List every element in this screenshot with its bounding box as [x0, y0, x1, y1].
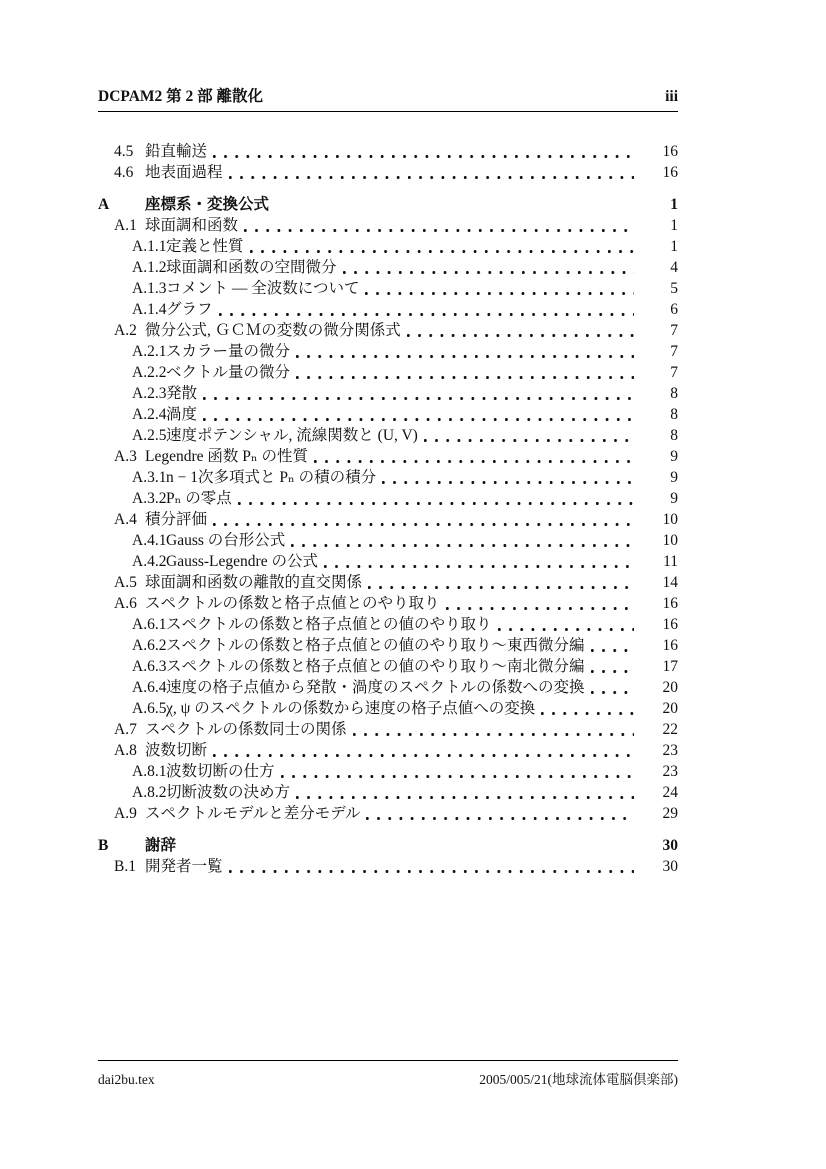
toc-leader-dots — [296, 782, 634, 803]
toc-leader-dots — [229, 856, 634, 877]
toc-row — [98, 856, 678, 877]
toc-leader-dots — [407, 320, 634, 341]
toc-entry-page: 30 — [662, 837, 678, 854]
toc-entry-number: A — [98, 196, 110, 213]
toc-entry-page: 8 — [670, 406, 678, 423]
toc-entry-page: 8 — [670, 427, 678, 444]
toc-entry-number: 4.6 — [114, 164, 134, 181]
toc-entry-number: A.1.3 — [132, 280, 167, 297]
toc-entry-title: スペクトルモデルと差分モデル — [145, 805, 361, 822]
toc-entry-title: 積分評価 — [145, 511, 208, 528]
toc-entry-title: 発散 — [166, 385, 198, 402]
toc-row — [98, 446, 678, 467]
toc-entry-number: A.3.2 — [132, 490, 167, 507]
toc-row — [98, 509, 678, 530]
toc-leader-dots — [353, 719, 634, 740]
toc-entry-number: A.6.4 — [132, 679, 167, 696]
toc-entry-number: A.4.1 — [132, 532, 167, 549]
toc-row — [98, 835, 678, 856]
toc-entry-title: 速度の格子点値から発散・渦度のスペクトルの係数への変換 — [166, 679, 585, 696]
toc-leader-dots — [203, 404, 634, 425]
toc-row — [98, 593, 678, 614]
toc-leader-dots — [203, 383, 634, 404]
toc-leader-dots — [238, 488, 634, 509]
toc-row — [98, 677, 678, 698]
toc-row — [98, 194, 678, 215]
toc-leader-dots — [213, 509, 634, 530]
toc-leader-dots — [244, 215, 634, 236]
toc-row — [98, 530, 678, 551]
toc-entry-title: Gauss-Legendre の公式 — [166, 553, 318, 570]
toc-entry-title: 球面調和函数の空間微分 — [166, 259, 337, 276]
toc-entry-page: 7 — [670, 343, 678, 360]
toc-entry-page: 6 — [670, 301, 678, 318]
toc-entry-title: Gauss の台形公式 — [166, 532, 286, 549]
toc-entry-number: A.8 — [114, 742, 137, 759]
toc-entry-number: B — [98, 837, 109, 854]
toc-entry-page: 14 — [662, 574, 678, 591]
toc-entry-title: 球面調和函数の離散的直交関係 — [145, 574, 363, 591]
footer-filename: dai2bu.tex — [98, 1072, 155, 1087]
toc-row — [98, 257, 678, 278]
toc-leader-dots — [382, 467, 634, 488]
page-header — [98, 88, 678, 112]
toc-entry-title: Legendre 函数 Pₙ の性質 — [145, 448, 308, 465]
toc-entry-number: A.7 — [114, 721, 137, 738]
toc-leader-dots — [366, 803, 634, 824]
toc-leader-dots — [296, 341, 634, 362]
toc-entry-title: スペクトルの係数と格子点値との値のやり取り〜南北微分編 — [166, 658, 585, 675]
toc-entry-title: スペクトルの係数同士の関係 — [145, 721, 347, 738]
toc-entry-page: 5 — [670, 280, 678, 297]
toc-row — [98, 635, 678, 656]
toc-entry-page: 8 — [670, 385, 678, 402]
toc-leader-dots — [219, 299, 634, 320]
toc-entry-title: コメント — 全波数について — [166, 280, 360, 297]
toc-row — [98, 467, 678, 488]
toc-entry-title: Pₙ の零点 — [166, 490, 232, 507]
toc-entry-page: 20 — [662, 700, 678, 717]
toc-entry-page: 1 — [670, 196, 678, 213]
toc-entry-title: 切断波数の決め方 — [166, 784, 291, 801]
toc-entry-number: A.8.2 — [132, 784, 167, 801]
toc-leader-dots — [314, 446, 634, 467]
toc-entry-page: 7 — [670, 364, 678, 381]
toc-leader-dots — [498, 614, 634, 635]
toc-list — [98, 141, 678, 877]
toc-entry-page: 11 — [663, 553, 678, 570]
toc-leader-dots — [446, 593, 634, 614]
toc-row — [98, 383, 678, 404]
toc-leader-dots — [229, 162, 634, 183]
toc-entry-title: 波数切断 — [145, 742, 208, 759]
toc-row — [98, 162, 678, 183]
toc-entry-page: 22 — [662, 721, 678, 738]
toc-leader-dots — [368, 572, 634, 593]
toc-leader-dots — [541, 698, 634, 719]
toc-entry-title: n − 1次多項式と Pₙ の積の積分 — [166, 469, 377, 486]
toc-leader-dots — [182, 835, 634, 856]
toc-entry-page: 20 — [662, 679, 678, 696]
toc-entry-page: 1 — [670, 217, 678, 234]
toc-entry-number: A.4.2 — [132, 553, 167, 570]
toc-row — [98, 803, 678, 824]
toc-row — [98, 278, 678, 299]
toc-leader-dots — [343, 257, 634, 278]
toc-entry-page: 16 — [662, 595, 678, 612]
toc-entry-number: A.2 — [114, 322, 137, 339]
toc-entry-page: 1 — [670, 238, 678, 255]
toc-leader-dots — [213, 740, 634, 761]
toc-entry-number: A.5 — [114, 574, 137, 591]
toc-entry-number: 4.5 — [114, 143, 134, 160]
toc-entry-page: 9 — [670, 469, 678, 486]
toc-entry-number: A.8.1 — [132, 763, 167, 780]
toc-entry-number: A.2.4 — [132, 406, 167, 423]
toc-row — [98, 782, 678, 803]
toc-entry-page: 23 — [662, 763, 678, 780]
toc-entry-page: 30 — [662, 858, 678, 875]
toc-entry-title: 開発者一覧 — [145, 858, 223, 875]
toc-entry-title: 渦度 — [166, 406, 198, 423]
toc-leader-dots — [296, 362, 634, 383]
toc-entry-number: A.3 — [114, 448, 137, 465]
toc-entry-title: スペクトルの係数と格子点値との値のやり取り〜東西微分編 — [166, 637, 585, 654]
toc-entry-number: A.1.2 — [132, 259, 167, 276]
toc-entry-page: 10 — [662, 511, 678, 528]
toc-row — [98, 215, 678, 236]
toc-entry-page: 29 — [662, 805, 678, 822]
toc-entry-page: 4 — [670, 259, 678, 276]
toc-entry-page: 16 — [662, 164, 678, 181]
toc-entry-number: A.6.5 — [132, 700, 167, 717]
toc-entry-title: 球面調和函数 — [145, 217, 239, 234]
toc-row — [98, 341, 678, 362]
toc-entry-page: 17 — [662, 658, 678, 675]
toc-leader-dots — [591, 656, 634, 677]
toc-entry-number: A.2.1 — [132, 343, 167, 360]
toc-entry-page: 23 — [662, 742, 678, 759]
toc-row — [98, 299, 678, 320]
toc-entry-page: 9 — [670, 448, 678, 465]
toc-row — [98, 614, 678, 635]
toc-entry-page: 16 — [662, 616, 678, 633]
toc-entry-number: A.2.3 — [132, 385, 167, 402]
toc-leader-dots — [291, 530, 634, 551]
toc-entry-title: 波数切断の仕方 — [166, 763, 275, 780]
toc-entry-title: 座標系・変換公式 — [145, 196, 270, 213]
footer-date-credit: 2005/005/21(地球流体電脳倶楽部) — [479, 1072, 678, 1087]
toc-row — [98, 425, 678, 446]
toc-row — [98, 141, 678, 162]
toc-leader-dots — [424, 425, 634, 446]
toc-leader-dots — [213, 141, 634, 162]
toc-entry-number: A.6.1 — [132, 616, 167, 633]
toc-entry-number: A.6.3 — [132, 658, 167, 675]
toc-row — [98, 761, 678, 782]
toc-entry-page: 10 — [662, 532, 678, 549]
toc-entry-page: 7 — [670, 322, 678, 339]
toc-entry-number: A.2.2 — [132, 364, 167, 381]
toc-entry-title: グラフ — [166, 301, 213, 318]
toc-entry-title: 謝辞 — [145, 837, 177, 854]
header-page-number: iii — [665, 88, 678, 105]
toc-entry-number: A.3.1 — [132, 469, 167, 486]
toc-row — [98, 551, 678, 572]
toc-entry-number: A.4 — [114, 511, 137, 528]
page-footer — [98, 1060, 678, 1088]
toc-entry-title: スペクトルの係数と格子点値との値のやり取り — [166, 616, 492, 633]
toc-entry-title: 定義と性質 — [166, 238, 244, 255]
toc-entry-page: 9 — [670, 490, 678, 507]
toc-entry-number: B.1 — [114, 858, 136, 875]
toc-entry-page: 16 — [662, 637, 678, 654]
toc-leader-dots — [324, 551, 634, 572]
toc-row — [98, 572, 678, 593]
toc-row — [98, 698, 678, 719]
toc-entry-title: 鉛直輸送 — [145, 143, 208, 160]
toc-row — [98, 719, 678, 740]
toc-leader-dots — [281, 761, 634, 782]
toc-entry-title: スペクトルの係数と格子点値とのやり取り — [145, 595, 440, 612]
toc-leader-dots — [365, 278, 634, 299]
toc-entry-number: A.6 — [114, 595, 137, 612]
toc-entry-title: 速度ポテンシャル, 流線関数と (U, V) — [166, 427, 418, 444]
toc-leader-dots — [591, 635, 634, 656]
toc-row — [98, 740, 678, 761]
toc-row — [98, 362, 678, 383]
toc-row — [98, 656, 678, 677]
toc-row — [98, 320, 678, 341]
toc-entry-page: 16 — [662, 143, 678, 160]
toc-entry-title: ベクトル量の微分 — [166, 364, 291, 381]
toc-entry-number: A.2.5 — [132, 427, 167, 444]
toc-entry-title: スカラー量の微分 — [166, 343, 291, 360]
toc-entry-title: 地表面過程 — [145, 164, 223, 181]
toc-entry-number: A.1.1 — [132, 238, 167, 255]
toc-leader-dots — [250, 236, 634, 257]
toc-entry-number: A.1 — [114, 217, 137, 234]
toc-row — [98, 236, 678, 257]
header-title: DCPAM2 第 2 部 離散化 — [98, 88, 264, 105]
toc-entry-number: A.1.4 — [132, 301, 167, 318]
toc-leader-dots — [275, 194, 634, 215]
toc-entry-title: 微分公式, ＧＣＭの変数の微分関係式 — [145, 322, 401, 339]
toc-row — [98, 488, 678, 509]
toc-entry-title: χ, ψ のスペクトルの係数から速度の格子点値への変換 — [166, 700, 536, 717]
toc-row — [98, 404, 678, 425]
toc-entry-number: A.9 — [114, 805, 137, 822]
toc-leader-dots — [591, 677, 634, 698]
toc-entry-number: A.6.2 — [132, 637, 167, 654]
toc-entry-page: 24 — [662, 784, 678, 801]
